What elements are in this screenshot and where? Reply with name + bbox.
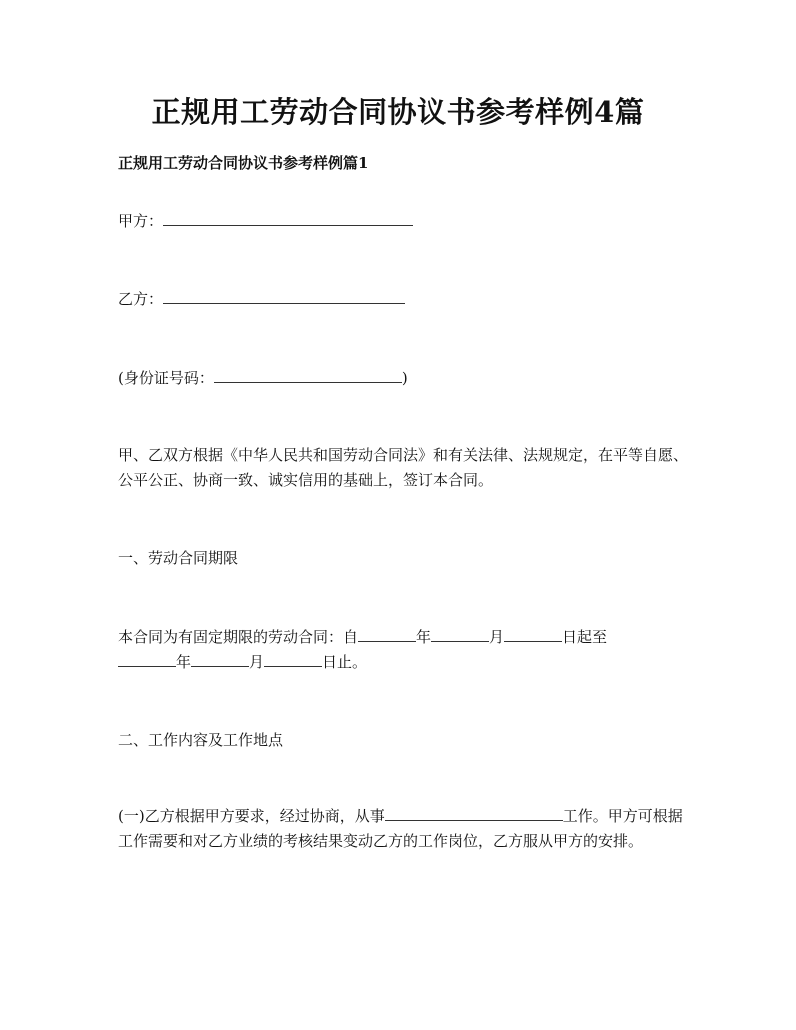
work-suffix: 工作。甲方可根据工作需要和对乙方业绩的考核结果变动乙方的工作岗位，乙方服从甲方的安排。 <box>118 807 683 850</box>
work-content-paragraph <box>118 804 690 854</box>
party-b-blank[interactable] <box>163 287 405 304</box>
start-year-blank[interactable] <box>358 625 416 642</box>
party-a-line <box>118 209 413 232</box>
start-day-blank[interactable] <box>504 625 562 642</box>
end-year-label: 年 <box>176 653 192 671</box>
party-b-label: 乙方： <box>118 290 164 308</box>
contract-term-paragraph <box>118 625 690 675</box>
start-month-blank[interactable] <box>431 625 489 642</box>
section-2-heading: 二、工作内容及工作地点 <box>118 731 284 749</box>
id-number-line <box>118 366 408 389</box>
end-day-label: 日止。 <box>322 653 368 671</box>
party-a-label: 甲方： <box>118 212 164 230</box>
section-1-heading: 一、劳动合同期限 <box>118 549 239 567</box>
contract-subtitle: 正规用工劳动合同协议书参考样例篇1 <box>118 154 369 172</box>
end-year-blank[interactable] <box>118 650 176 667</box>
party-a-blank[interactable] <box>163 209 413 226</box>
end-month-label: 月 <box>249 653 265 671</box>
start-month-label: 月 <box>489 628 505 646</box>
job-title-blank[interactable] <box>385 804 563 821</box>
start-day-label: 日起至 <box>562 628 608 646</box>
id-number-label: (身份证号码： <box>118 369 214 387</box>
end-day-blank[interactable] <box>264 650 322 667</box>
preamble-paragraph: 甲、乙双方根据《中华人民共和国劳动合同法》和有关法律、法规规定，在平等自愿、公平公正、协商一致、诚实信用的基础上，签订本合同。 <box>118 446 689 489</box>
term-prefix: 本合同为有固定期限的劳动合同：自 <box>118 628 359 646</box>
work-prefix: (一)乙方根据甲方要求，经过协商，从事 <box>118 807 385 825</box>
id-number-blank[interactable] <box>214 366 402 383</box>
id-number-close: ) <box>401 369 408 387</box>
document-title: 正规用工劳动合同协议书参考样例4篇 <box>151 95 645 129</box>
start-year-label: 年 <box>416 628 432 646</box>
party-b-line <box>118 287 405 310</box>
end-month-blank[interactable] <box>191 650 249 667</box>
